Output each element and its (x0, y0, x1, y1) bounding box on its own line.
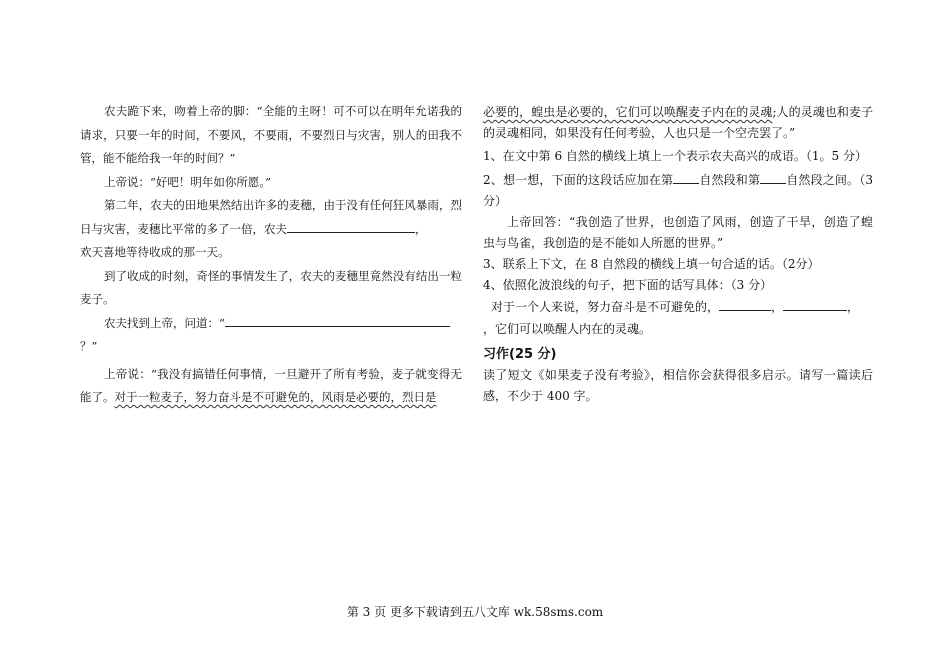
essay-prompt: 读了短文《如果麦子没有考验》，相信你会获得很多启示。请写一篇读后感，不少于 400 字。 (483, 368, 873, 403)
answer-blank-5[interactable] (719, 296, 771, 311)
answer-blank-4[interactable] (760, 169, 786, 184)
inserted-quote: 上帝回答：“我创造了世界，也创造了风雨，创造了干旱，创造了蝗虫与鸟雀，我创造的是不能如人所愿的世界。” (483, 215, 873, 250)
question-4: 4、依照化波浪线的句子，把下面的话写具体：（3 分） (483, 278, 773, 292)
question-2: 2、想一想，下面的这段话应加在第 自然段和第 自然段之间。（3分） (483, 169, 873, 212)
page-footer: 第 3 页 更多下载请到五八文库 wk.58sms.com (346, 605, 604, 619)
question-3: 3、联系上下文，在 8 自然段的横线上填一句合适的话。（2分） (483, 257, 820, 271)
wavy-sentence-part1: 对于一粒麦子，努力奋斗是不可避免的，风雨是必要的，烈日是 (114, 390, 437, 404)
paragraph-6-continued: 必要的，蝗虫是必要的，它们可以唤醒麦子内在的灵魂;人的灵魂也和麦子的灵魂相同，如果没有任何考验，人也只是一个空壳罢了。” (483, 105, 873, 140)
paragraph-1: 农夫跪下来，吻着上帝的脚：“全能的主呀！可不可以在明年允诺我的请求，只要一年的时间，不要风，不要雨，不要烈日与灾害，别人的田我不管，能不能给我一年的时间？” (80, 104, 462, 165)
paragraph-6: 上帝说：“我没有搞错任何事情，一旦避开了所有考验，麦子就变得无能了。对于一粒麦子，努力奋斗是不可避免的，风雨是必要的，烈日是 (80, 366, 462, 404)
section-title: 习作(25 分) (483, 347, 557, 362)
answer-blank-2[interactable] (225, 312, 450, 327)
question-4-line-1: 对于一个人来说，努力奋斗是不可避免的， ， ， (483, 296, 873, 318)
answer-blank-1[interactable] (287, 218, 415, 233)
paragraph-3: 第二年，农夫的田地果然结出许多的麦穗，由于没有任何狂风暴雨，烈日与灾害，麦穗比平常的多了一倍，农夫 ， 欢天喜地等待收成的那一天。 (80, 198, 462, 259)
paragraph-2: 上帝说：“好吧！明年如你所愿。” (104, 174, 272, 189)
question-1: 1、在文中第 6 自然的横线上填上一个表示农夫高兴的成语。（1。5 分） (483, 149, 867, 163)
paragraph-5: 农夫找到上帝，问道：“ ？” (80, 312, 462, 359)
answer-blank-6[interactable] (783, 296, 847, 311)
question-4-line-2: ，它们可以唤醒人内在的灵魂。 (483, 322, 652, 336)
paragraph-4: 到了收成的时刻，奇怪的事情发生了，农夫的麦穗里竟然没有结出一粒麦子。 (80, 268, 462, 306)
wavy-sentence-part2: 必要的，蝗虫是必要的，它们可以唤醒麦子内在的灵魂 (483, 105, 773, 119)
answer-blank-3[interactable] (673, 169, 699, 184)
right-column (483, 102, 873, 407)
left-column (80, 100, 462, 410)
